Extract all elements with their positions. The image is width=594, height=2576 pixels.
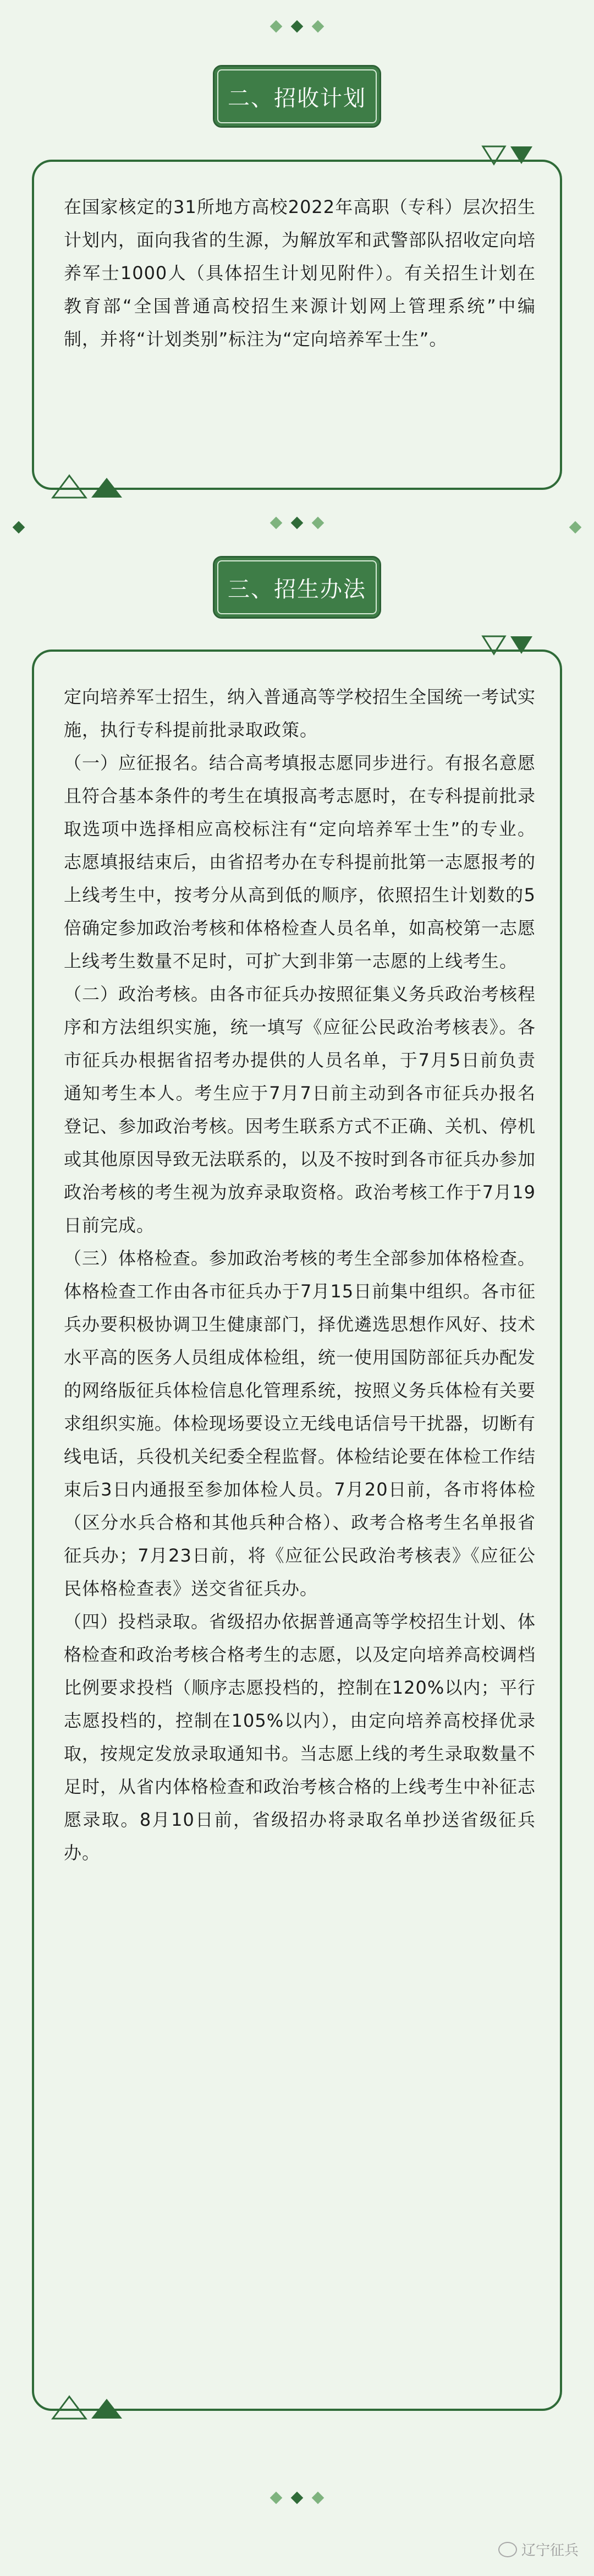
section2-title: 二、招收计划 — [213, 65, 381, 128]
separator-diamond — [270, 2492, 283, 2504]
paragraph-intro: 定向培养军士招生，纳入普通高等学校招生全国统一考试实施，执行专科提前批录取政策。 — [64, 686, 536, 740]
paragraph-physical-exam: （三）体格检查。参加政治考核的考生全部参加体格检查。体格检查工作由各市征兵办于7月15日前集中组织。各市征兵办要积极协调卫生健康部门，择优遴选思想作风好、技术水平高的医务人员组成体检组，统一使用国防部征兵办配发的网络版征兵体检信息化管理系统，按照义务兵体检有关要求组织实施。体检现场要设立无线电话信号干扰器，切断有线电话，兵役机关纪委全程监督。体检结论要在体检工作结束后3日内通报至参加体检人员。7月20日前，各市将体检（区分水兵合格和其他兵种合格）、政考合格考生名单报省征兵办；7月23日前，将《应征公民政治考核表》《应征公民体格检查表》送交省征兵办。 — [64, 1248, 536, 1599]
paragraph-registration: （一）应征报名。结合高考填报志愿同步进行。有报名意愿且符合基本条件的考生在填报高考志愿时，在专科提前批录取选项中选择相应高校标注有“定向培养军士生”的专业。志愿填报结束后，由省招考办在专科提前批第一志愿报考的上线考生中，按考分从高到低的顺序，依照招生计划数的5倍确定参加政治考核和体格检查人员名单，如高校第一志愿上线考生数量不足时，可扩大到非第一志愿的上线考生。 — [64, 752, 536, 972]
section2-header — [0, 65, 594, 128]
paragraph-admission: （四）投档录取。省级招办依据普通高等学校招生计划、体格检查和政治考核合格考生的志愿，以及定向培养高校调档比例要求投档（顺序志愿投档的，控制在120%以内；平行志愿投档的，控制在105%以内），由定向培养高校择优录取，按规定发放录取通知书。当志愿上线的考生录取数量不足时，从省内体格检查和政治考核合格的上线考生中补征志愿录取。8月10日前，省级招办将录取名单抄送省级征兵办。 — [64, 1611, 536, 1863]
separator-diamond — [291, 517, 304, 530]
section3-box — [32, 650, 562, 2411]
watermark — [498, 2539, 579, 2559]
separator-diamond — [291, 2492, 304, 2504]
separator-diamond — [291, 20, 304, 33]
ornament-triangles-icon — [45, 471, 122, 504]
middle-separator — [0, 519, 594, 527]
separator-diamond — [270, 517, 283, 530]
section2-box — [32, 160, 562, 490]
bottom-separator — [0, 2493, 594, 2502]
separator-diamond — [312, 2492, 324, 2504]
separator-diamond — [312, 517, 324, 530]
section3-header — [0, 556, 594, 619]
paragraph-political-review: （二）政治考核。由各市征兵办按照征集义务兵政治考核程序和方法组织实施，统一填写《应征公民政治考核表》。各市征兵办根据省招考办提供的人员名单，于7月5日前负责通知考生本人。考生应于7月7日前主动到各市征兵办报名登记、参加政治考核。因考生联系方式不正确、关机、停机或其他原因导致无法联系的，以及不按时到各市征兵办参加政治考核的考生视为放弃录取资格。政治考核工作于7月19日前完成。 — [64, 984, 536, 1236]
section3-title: 三、招生办法 — [213, 556, 381, 619]
separator-diamond — [312, 20, 324, 33]
ornament-triangles-icon — [45, 2392, 122, 2425]
separator-diamond — [270, 20, 283, 33]
top-separator — [0, 22, 594, 31]
watermark-text: 辽宁征兵 — [521, 2542, 579, 2559]
ornament-triangles-icon — [477, 632, 543, 665]
section2-content — [64, 190, 536, 356]
section2-text: 在国家核定的31所地方高校2022年高职（专科）层次招生计划内，面向我省的生源，为解放军和武警部队招收定向培养军士1000人（具体招生计划见附件）。有关招生计划在教育部“全国普通高校招生来源计划网上管理系统”中编制，并将“计划类别”标注为“定向培养军士生”。 — [64, 197, 536, 350]
ornament-triangles-icon — [477, 142, 543, 175]
wechat-icon — [498, 2542, 517, 2557]
section3-content — [64, 680, 536, 1869]
